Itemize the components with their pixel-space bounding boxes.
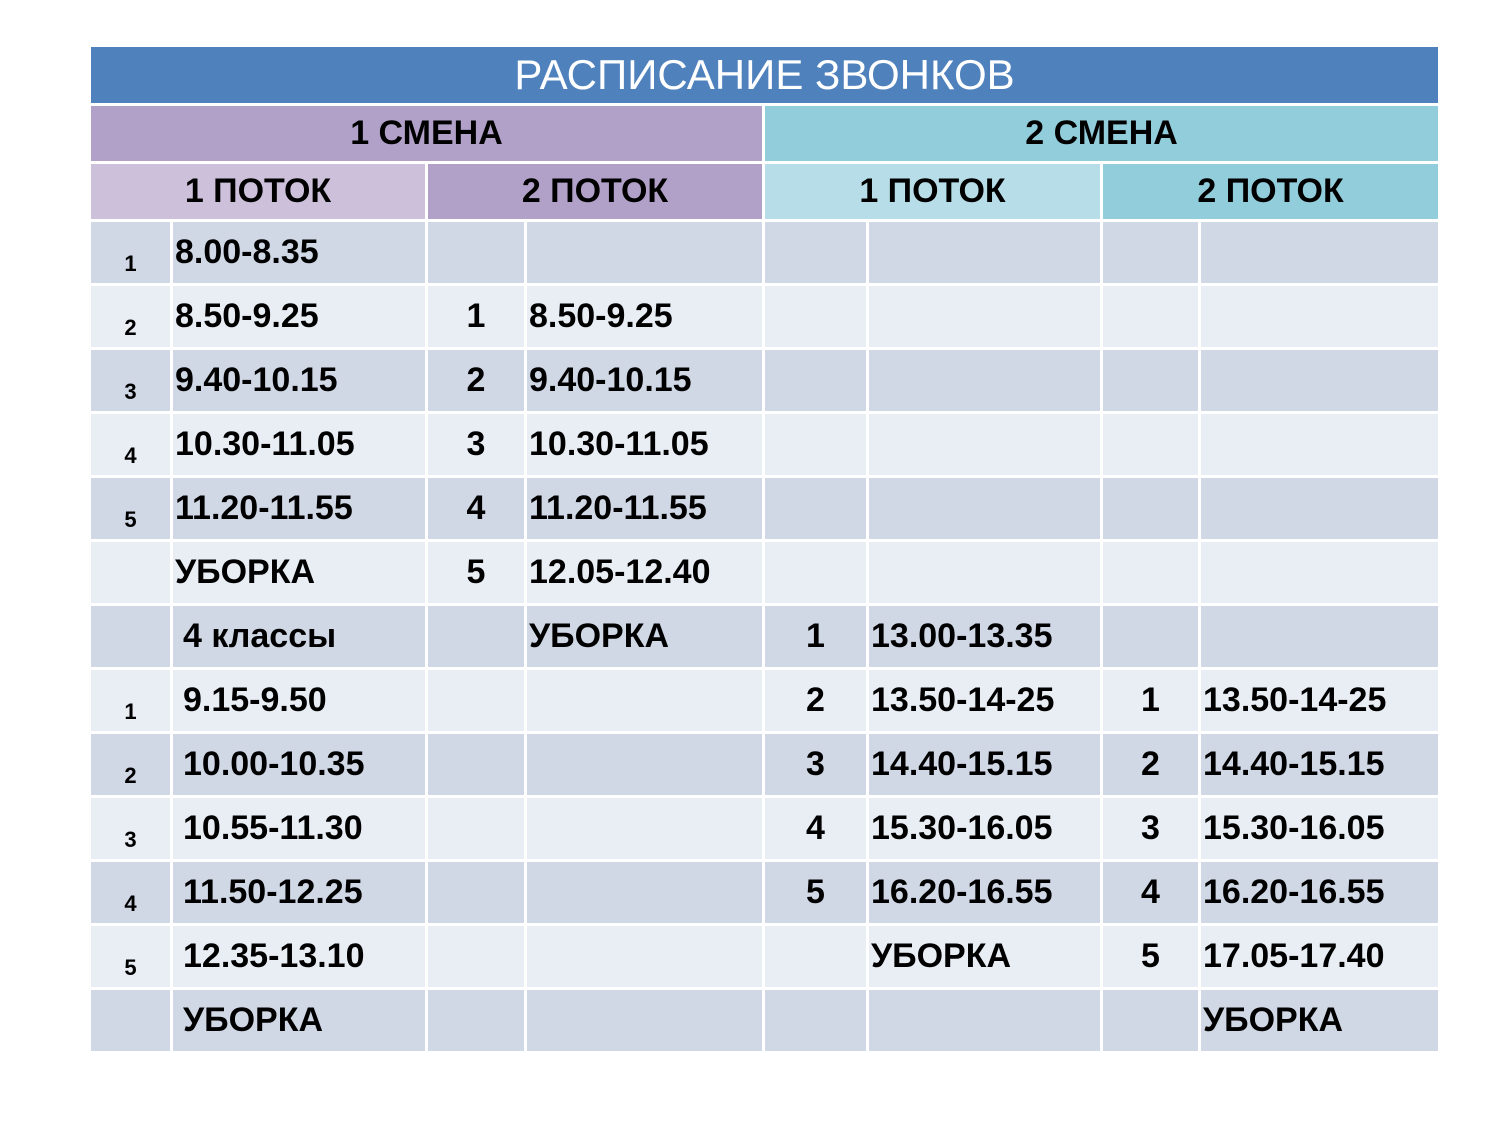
s1-stream1-time-cell: 11.50-12.25 [172, 861, 427, 925]
s2-stream1-time-cell [868, 285, 1102, 349]
shift-1-header: 1 СМЕНА [90, 105, 764, 163]
s1-stream1-lesson-number-cell: 5 [90, 477, 172, 541]
s1-stream1-time-cell: 12.35-13.10 [172, 925, 427, 989]
s1-stream2-lesson-number-cell [427, 221, 526, 285]
s2-stream1-lesson-number-cell [764, 349, 868, 413]
table-row [90, 861, 1440, 925]
s2-stream2-time-cell [1200, 477, 1440, 541]
s2-stream1-lesson-number-cell: 5 [764, 861, 868, 925]
s1-stream1-lesson-number-cell [90, 989, 172, 1053]
shift-2-header: 2 СМЕНА [764, 105, 1440, 163]
s2-stream1-time-cell [868, 477, 1102, 541]
s2-stream2-lesson-number-cell [1102, 413, 1200, 477]
s1-stream1-lesson-number-cell: 3 [90, 349, 172, 413]
s1-stream1-time-cell: УБОРКА [172, 989, 427, 1053]
s2-stream1-time-cell: 13.50-14-25 [868, 669, 1102, 733]
shift-2-stream-1-header: 1 ПОТОК [764, 163, 1102, 221]
s2-stream2-time-cell: 15.30-16.05 [1200, 797, 1440, 861]
s1-stream1-time-cell: 10.30-11.05 [172, 413, 427, 477]
s2-stream1-lesson-number-cell: 4 [764, 797, 868, 861]
s2-stream1-time-cell: 13.00-13.35 [868, 605, 1102, 669]
s2-stream2-time-cell [1200, 541, 1440, 605]
s2-stream1-lesson-number-cell: 1 [764, 605, 868, 669]
s2-stream1-lesson-number-cell [764, 413, 868, 477]
s1-stream2-time-cell [526, 797, 764, 861]
s2-stream1-lesson-number-cell [764, 541, 868, 605]
s1-stream1-time-cell: 9.15-9.50 [172, 669, 427, 733]
s2-stream2-time-cell: 13.50-14-25 [1200, 669, 1440, 733]
s2-stream2-lesson-number-cell: 2 [1102, 733, 1200, 797]
table-row [90, 797, 1440, 861]
s1-stream2-time-cell [526, 989, 764, 1053]
s1-stream1-lesson-number-cell [90, 605, 172, 669]
s1-stream1-time-cell: 8.00-8.35 [172, 221, 427, 285]
table-row [90, 221, 1440, 285]
s2-stream1-lesson-number-cell [764, 285, 868, 349]
s1-stream2-lesson-number-cell [427, 925, 526, 989]
s2-stream1-time-cell: 16.20-16.55 [868, 861, 1102, 925]
table-row [90, 541, 1440, 605]
shift-1-stream-1-header: 1 ПОТОК [90, 163, 427, 221]
s2-stream2-lesson-number-cell: 3 [1102, 797, 1200, 861]
s1-stream2-time-cell: 9.40-10.15 [526, 349, 764, 413]
s1-stream1-time-cell: 11.20-11.55 [172, 477, 427, 541]
table-row [90, 605, 1440, 669]
s1-stream2-lesson-number-cell [427, 733, 526, 797]
s2-stream1-time-cell [868, 413, 1102, 477]
s1-stream2-lesson-number-cell [427, 861, 526, 925]
table-row [90, 925, 1440, 989]
s1-stream1-lesson-number-cell: 5 [90, 925, 172, 989]
shift-1-stream-2-header: 2 ПОТОК [427, 163, 764, 221]
s2-stream2-time-cell [1200, 349, 1440, 413]
s1-stream2-lesson-number-cell: 4 [427, 477, 526, 541]
s2-stream2-time-cell [1200, 605, 1440, 669]
s2-stream1-lesson-number-cell: 3 [764, 733, 868, 797]
s1-stream1-time-cell: 9.40-10.15 [172, 349, 427, 413]
s2-stream2-lesson-number-cell [1102, 477, 1200, 541]
s2-stream2-lesson-number-cell [1102, 605, 1200, 669]
s2-stream1-time-cell [868, 221, 1102, 285]
s2-stream2-time-cell [1200, 285, 1440, 349]
s2-stream2-time-cell: УБОРКА [1200, 989, 1440, 1053]
s1-stream2-lesson-number-cell: 1 [427, 285, 526, 349]
s1-stream1-lesson-number-cell: 4 [90, 413, 172, 477]
s2-stream2-lesson-number-cell: 4 [1102, 861, 1200, 925]
s1-stream2-time-cell: 12.05-12.40 [526, 541, 764, 605]
s2-stream1-lesson-number-cell [764, 477, 868, 541]
s1-stream2-time-cell [526, 733, 764, 797]
s1-stream2-time-cell [526, 925, 764, 989]
s2-stream1-lesson-number-cell [764, 925, 868, 989]
s2-stream1-time-cell [868, 989, 1102, 1053]
table-row [90, 989, 1440, 1053]
s2-stream2-time-cell [1200, 413, 1440, 477]
s1-stream2-lesson-number-cell: 5 [427, 541, 526, 605]
s2-stream2-lesson-number-cell [1102, 349, 1200, 413]
table-row [90, 285, 1440, 349]
table-row [90, 413, 1440, 477]
s1-stream2-lesson-number-cell [427, 989, 526, 1053]
s1-stream1-lesson-number-cell: 4 [90, 861, 172, 925]
s1-stream1-lesson-number-cell: 3 [90, 797, 172, 861]
s1-stream1-time-cell: 8.50-9.25 [172, 285, 427, 349]
s1-stream1-lesson-number-cell: 1 [90, 221, 172, 285]
s2-stream2-lesson-number-cell [1102, 541, 1200, 605]
s2-stream2-lesson-number-cell: 1 [1102, 669, 1200, 733]
s1-stream1-time-cell: 10.00-10.35 [172, 733, 427, 797]
bell-schedule-table [88, 44, 1441, 1054]
s1-stream1-lesson-number-cell [90, 541, 172, 605]
s1-stream2-lesson-number-cell [427, 605, 526, 669]
s1-stream2-time-cell: 10.30-11.05 [526, 413, 764, 477]
s1-stream2-time-cell [526, 669, 764, 733]
s2-stream1-time-cell: УБОРКА [868, 925, 1102, 989]
s2-stream1-time-cell: 14.40-15.15 [868, 733, 1102, 797]
s2-stream2-lesson-number-cell [1102, 989, 1200, 1053]
s2-stream2-time-cell: 14.40-15.15 [1200, 733, 1440, 797]
s1-stream2-time-cell: 11.20-11.55 [526, 477, 764, 541]
s1-stream1-lesson-number-cell: 1 [90, 669, 172, 733]
page-title: РАСПИСАНИЕ ЗВОНКОВ [90, 46, 1440, 105]
s1-stream2-time-cell [526, 221, 764, 285]
table-row [90, 733, 1440, 797]
s1-stream2-time-cell [526, 861, 764, 925]
s1-stream2-time-cell: УБОРКА [526, 605, 764, 669]
s1-stream2-time-cell: 8.50-9.25 [526, 285, 764, 349]
s1-stream2-lesson-number-cell [427, 669, 526, 733]
s2-stream2-time-cell: 17.05-17.40 [1200, 925, 1440, 989]
s2-stream2-time-cell [1200, 221, 1440, 285]
s2-stream1-time-cell: 15.30-16.05 [868, 797, 1102, 861]
s2-stream1-lesson-number-cell [764, 989, 868, 1053]
table-row [90, 349, 1440, 413]
s1-stream1-lesson-number-cell: 2 [90, 285, 172, 349]
s1-stream2-lesson-number-cell [427, 797, 526, 861]
s1-stream2-lesson-number-cell: 2 [427, 349, 526, 413]
s2-stream1-time-cell [868, 541, 1102, 605]
s1-stream1-time-cell: УБОРКА [172, 541, 427, 605]
s1-stream1-time-cell: 10.55-11.30 [172, 797, 427, 861]
table-row [90, 477, 1440, 541]
s2-stream2-time-cell: 16.20-16.55 [1200, 861, 1440, 925]
s2-stream1-lesson-number-cell [764, 221, 868, 285]
s1-stream1-lesson-number-cell: 2 [90, 733, 172, 797]
shift-2-stream-2-header: 2 ПОТОК [1102, 163, 1440, 221]
s1-stream1-time-cell: 4 классы [172, 605, 427, 669]
s2-stream2-lesson-number-cell [1102, 221, 1200, 285]
s2-stream2-lesson-number-cell: 5 [1102, 925, 1200, 989]
s2-stream2-lesson-number-cell [1102, 285, 1200, 349]
s1-stream2-lesson-number-cell: 3 [427, 413, 526, 477]
s2-stream1-lesson-number-cell: 2 [764, 669, 868, 733]
table-row [90, 669, 1440, 733]
s2-stream1-time-cell [868, 349, 1102, 413]
